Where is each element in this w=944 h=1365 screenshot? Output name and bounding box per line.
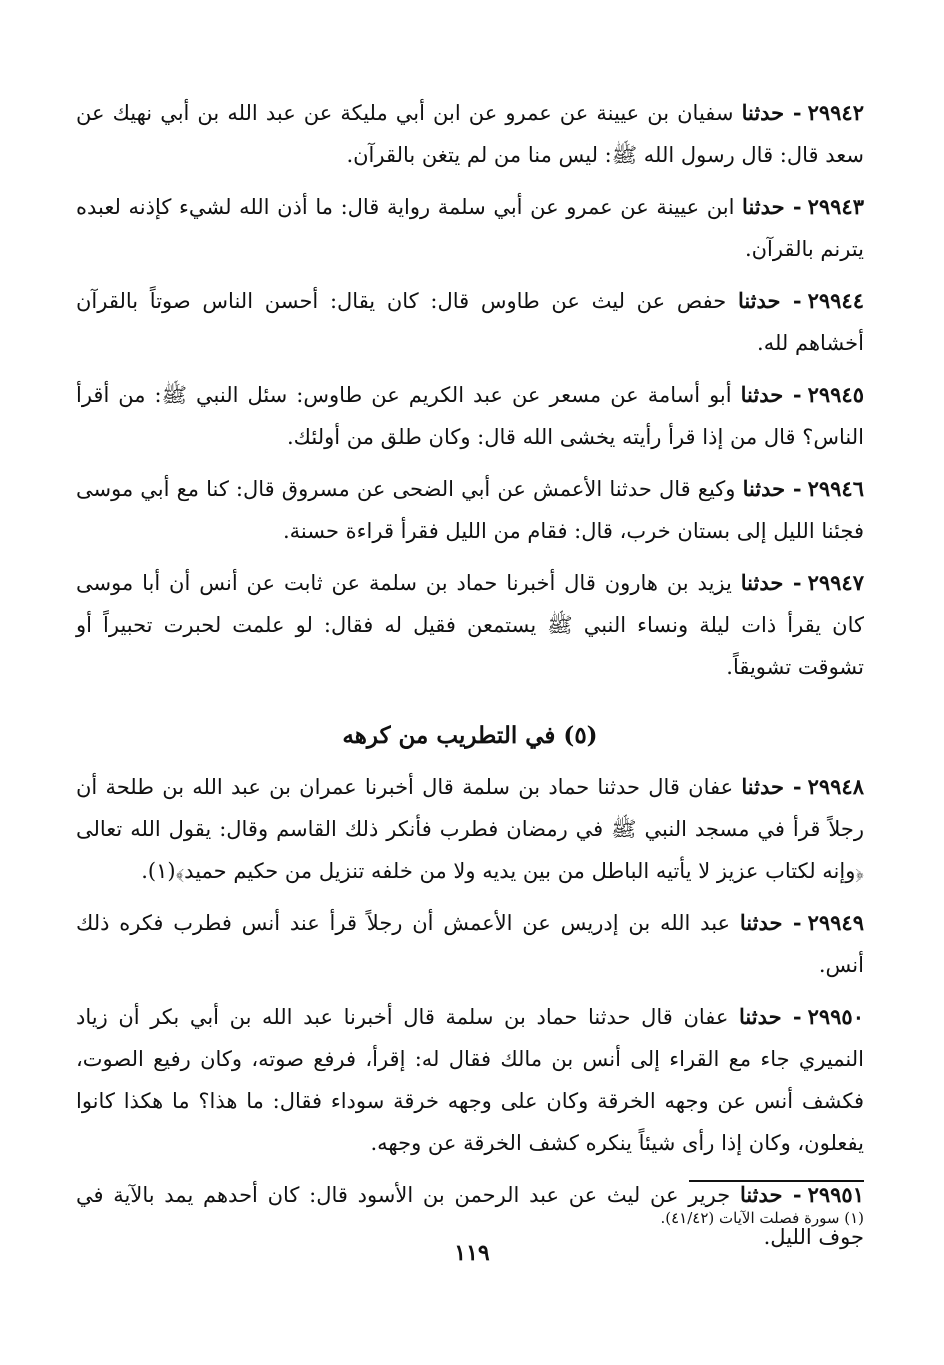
hadith-paragraph bbox=[76, 766, 864, 892]
hadith-text: عفان قال حدثنا حماد بن سلمة قال أخبرنا عبد الله بن أبي بكر أن زياد النميري جاء مع القراء إلى أنس بن مالك فقال له: إقرأ، فرفع صوته، وكان رفيع الصوت، فكشف أنس عن وجهه الخرقة وكان على وجهه خرقة سوداء فقال: ما هذا؟ ما هكذا كانوا يفعلون، وكان إذا رأى شيئاً ينكره كشف الخرقة عن وجهه. bbox=[76, 1005, 864, 1155]
hadith-number: ٢٩٩٤٨ bbox=[807, 774, 864, 799]
footnote: (١) سورة فصلت الآيات (٤١/٤٢). bbox=[660, 1209, 864, 1227]
hadith-number: ٢٩٩٤٢ bbox=[807, 100, 864, 125]
hadith-number: ٢٩٩٤٤ bbox=[807, 288, 864, 313]
hadith-lead: - حدثنا bbox=[739, 910, 802, 935]
hadith-number: ٢٩٩٥٠ bbox=[807, 1004, 864, 1029]
hadith-text: سفيان بن عيينة عن عمرو عن ابن أبي مليكة عن عبد الله بن أبي نهيك عن سعد قال: قال رسول الله ﷺ: ليس منا من لم يتغن بالقرآن. bbox=[76, 101, 864, 167]
hadith-paragraph bbox=[76, 468, 864, 552]
hadith-text: جرير عن ليث عن عبد الرحمن بن الأسود قال: كان أحدهم يمد بالآية في جوف الليل. bbox=[76, 1183, 864, 1249]
section-heading: (٥) في التطريب من كرهه bbox=[342, 722, 598, 749]
hadith-number: ٢٩٩٤٥ bbox=[807, 382, 864, 407]
hadith-number: ٢٩٩٤٣ bbox=[807, 194, 864, 219]
page-body bbox=[76, 92, 864, 1268]
hadith-number: ٢٩٩٥١ bbox=[807, 1182, 864, 1207]
hadith-paragraph bbox=[76, 562, 864, 688]
hadith-lead: - حدثنا bbox=[741, 774, 802, 799]
hadith-text: ابن عيينة عن عمرو عن أبي سلمة رواية قال: ما أذن الله لشيء كإذنه لعبده يترنم بالقرآن. bbox=[76, 195, 864, 261]
hadith-number: ٢٩٩٤٦ bbox=[807, 476, 864, 501]
hadith-text: عفان قال حدثنا حماد بن سلمة قال أخبرنا عمران بن عبد الله بن طلحة أن رجلاً قرأ في مسجد النبي ﷺ في رمضان فطرب فأنكر ذلك القاسم وقال: يقول الله تعالى ﴿وإنه لكتاب عزيز لا يأتيه الباطل من بين يديه ولا من خلفه تنزيل من حكيم حميد﴾(١). bbox=[76, 775, 864, 883]
hadith-lead: - حدثنا bbox=[740, 382, 802, 407]
footnote-divider bbox=[689, 1180, 864, 1182]
hadith-number: ٢٩٩٤٩ bbox=[807, 910, 864, 935]
hadith-lead: - حدثنا bbox=[739, 1004, 802, 1029]
hadith-lead: - حدثنا bbox=[741, 100, 802, 125]
hadith-number: ٢٩٩٤٧ bbox=[807, 570, 864, 595]
hadith-lead: - حدثنا bbox=[739, 1182, 802, 1207]
hadith-lead: - حدثنا bbox=[737, 288, 802, 313]
page-number: ١١٩ bbox=[454, 1240, 490, 1266]
hadith-text: أبو أسامة عن مسعر عن عبد الكريم عن طاوس: سئل النبي ﷺ: من أقرأ الناس؟ قال من إذا قرأ رأيته يخشى الله قال: وكان طلق من أولئك. bbox=[76, 383, 864, 449]
hadith-text: عبد الله بن إدريس عن الأعمش أن رجلاً قرأ عند أنس فطرب فكره ذلك أنس. bbox=[76, 911, 864, 977]
hadith-lead: - حدثنا bbox=[742, 194, 802, 219]
hadith-paragraph bbox=[76, 996, 864, 1164]
hadith-paragraph bbox=[76, 902, 864, 986]
hadith-text: وكيع قال حدثنا الأعمش عن أبي الضحى عن مسروق قال: كنا مع أبي موسى فجئنا الليل إلى بستان خرب، قال: فقام من الليل فقرأ قراءة حسنة. bbox=[76, 477, 864, 543]
hadith-text: يزيد بن هارون قال أخبرنا حماد بن سلمة عن ثابت عن أنس أن أبا موسى كان يقرأ ذات ليلة ونساء النبي ﷺ يستمعن فقيل له فقال: لو علمت لحبرت تحبيراً أو تشوقت تشويقاً. bbox=[76, 571, 864, 679]
hadith-paragraph bbox=[76, 92, 864, 176]
paragraph-group-2 bbox=[76, 766, 864, 1258]
hadith-lead: - حدثنا bbox=[742, 476, 802, 501]
hadith-paragraph bbox=[76, 280, 864, 364]
paragraph-group-1 bbox=[76, 92, 864, 688]
hadith-text: حفص عن ليث عن طاوس قال: كان يقال: أحسن الناس صوتاً بالقرآن أخشاهم لله. bbox=[76, 289, 864, 355]
hadith-lead: - حدثنا bbox=[740, 570, 802, 595]
hadith-paragraph bbox=[76, 186, 864, 270]
hadith-paragraph bbox=[76, 374, 864, 458]
